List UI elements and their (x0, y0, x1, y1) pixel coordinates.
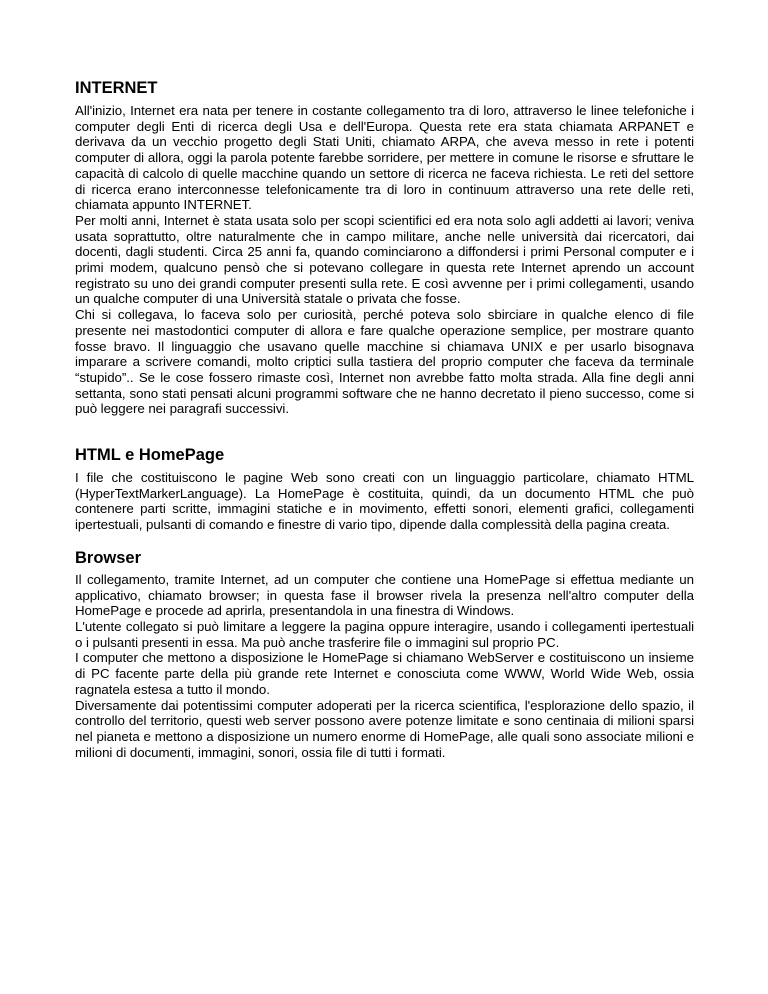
paragraph: L'utente collegato si può limitare a leggere la pagina oppure interagire, usando i collegamenti ipertestuali o i pulsanti presenti in essa. Ma può anche trasferire file o immagini sul proprio PC. (75, 618, 694, 650)
paragraph: Il collegamento, tramite Internet, ad un computer che contiene una HomePage si effettua mediante un applicativo, chiamato browser; in questa fase il browser rivela la presenza nell'altro computer della HomePage e procede ad aprirla, presentandola in una finestra di Windows. (75, 571, 694, 619)
section-title-internet: INTERNET (75, 79, 158, 97)
paragraph: Chi si collegava, lo faceva solo per curiosità, perché poteva solo sbirciare in qualche elenco di file presente nei mastodontici computer di allora e fare qualche operazione semplice, per mostrare quanto fosse bravo. Il linguaggio che usavano quelle macchine si chiamava UNIX e per usarlo bisognava imparare a scrivere comandi, molto criptici sulla tastiera del proprio computer che faceva da terminale “stupido”.. Se le cose fossero rimaste così, Internet non avrebbe fatto molta strada. Alla fine degli anni settanta, sono stati pensati alcuni programmi software che ne hanno decretato il pieno successo, come si può leggere nei paragrafi successivi. (75, 307, 694, 417)
section-title-html-homepage: HTML e HomePage (75, 446, 225, 465)
paragraph: I file che costituiscono le pagine Web sono creati con un linguaggio particolare, chiamato HTML (HyperTextMarkerLanguage). La HomePage è costituita, quindi, da un documento HTML che può contenere parti scritte, immagini statiche e in movimento, effetti sonori, elementi grafici, collegamenti ipertestuali, pulsanti di comando e finestre di vario tipo, dipende dalla complessità della pagina creata. (75, 470, 694, 533)
document-page (75, 78, 694, 760)
paragraph: Per molti anni, Internet è stata usata solo per scopi scientifici ed era nota solo agli addetti ai lavori; veniva usata soprattutto, oltre naturalmente che in campo militare, anche nelle università dai ricercatori, dai docenti, dagli studenti. Circa 25 anni fa, quando cominciarono a diffondersi i primi Personal computer e i primi modem, qualcuno pensò che si potevano collegare in questa rete Internet aprendo un account registrato su uno dei grandi computer presenti sulla rete. E così avvenne per i primi collegamenti, usando un qualche computer di una Università statale o privata che fosse. (75, 212, 694, 307)
paragraph: I computer che mettono a disposizione le HomePage si chiamano WebServer e costituiscono un insieme di PC facente parte della più grande rete Internet e conosciuta come WWW, World Wide Web, ossia ragnatela estesa a tutto il mondo. (75, 650, 694, 697)
paragraph: Diversamente dai potentissimi computer adoperati per la ricerca scientifica, l'esplorazione dello spazio, il controllo del territorio, questi web server possono avere potenze limitate e sono centinaia di milioni sparsi nel pianeta e mettono a disposizione un numero enorme di HomePage, alle quali sono associate milioni e milioni di documenti, immagini, sonori, ossia file di tutti i formati. (75, 697, 694, 760)
section-title-browser: Browser (75, 548, 142, 567)
paragraph: All'inizio, Internet era nata per tenere in costante collegamento tra di loro, attraverso le linee telefoniche i computer degli Enti di ricerca degli Usa e dell'Europa. Questa rete era stata chiamata ARPANET e derivava da un vecchio progetto degli Stati Uniti, chiamato ARPA, che aveva messo in rete i potenti computer di allora, oggi la parola potente farebbe sorridere, per mettere in comune le risorse e sfruttare le capacità di calcolo di quelle macchine quando un settore di ricerca ne faceva richiesta. Le reti del settore di ricerca erano interconnesse telefonicamente tra di loro in continuum attraverso una rete delle reti, chiamata appunto INTERNET. (75, 103, 694, 213)
